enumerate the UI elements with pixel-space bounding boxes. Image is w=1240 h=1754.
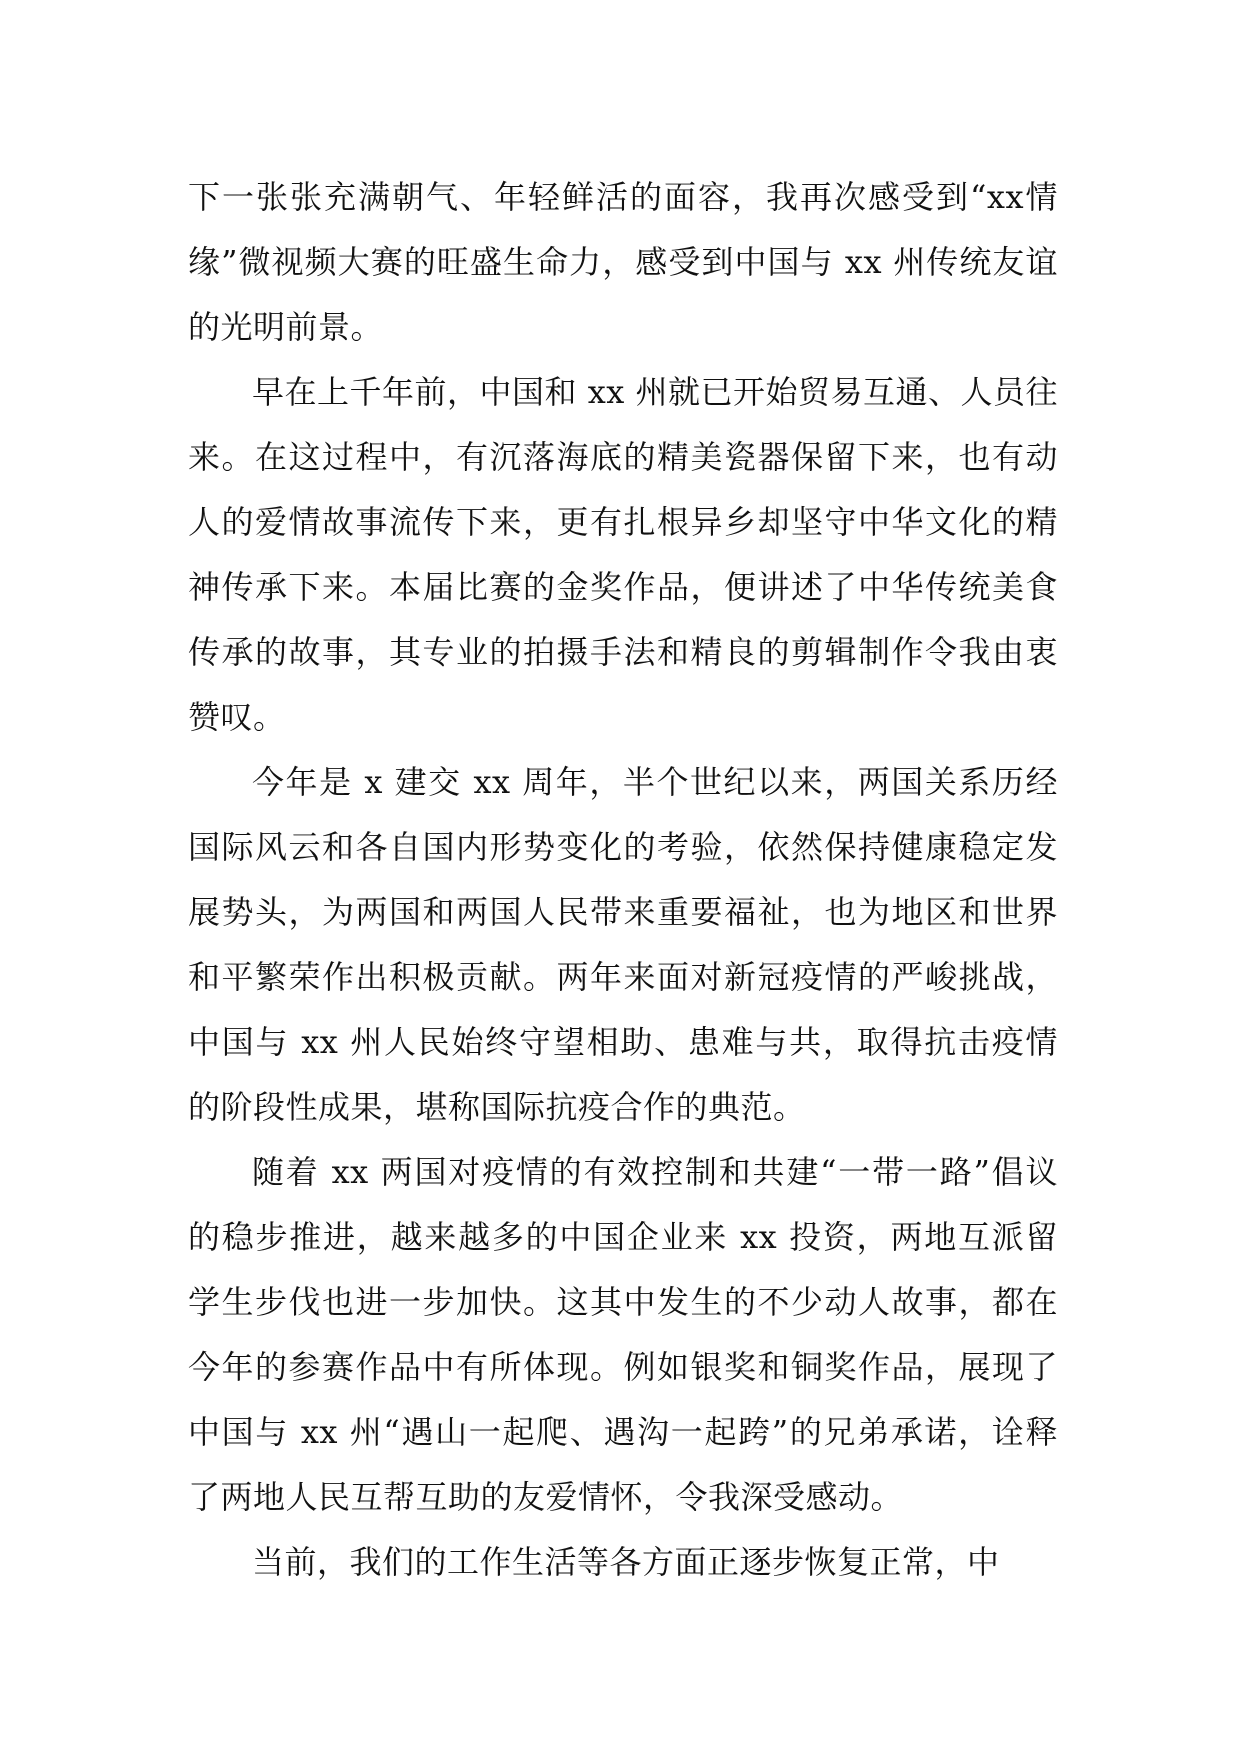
paragraph-1: 下一张张充满朝气、年轻鲜活的面容，我再次感受到“xx情缘”微视频大赛的旺盛生命力，感受到中国与 xx 州传统友谊的光明前景。 <box>188 178 1058 346</box>
paragraph-2: 早在上千年前，中国和 xx 州就已开始贸易互通、人员往来。在这过程中，有沉落海底的精美瓷器保留下来，也有动人的爱情故事流传下来，更有扎根异乡却坚守中华文化的精神传承下来。本届比赛的金奖作品，便讲述了中华传统美食传承的故事，其专业的拍摄手法和精良的剪辑制作令我由衷赞叹。 <box>188 373 1058 736</box>
paragraph-4: 随着 xx 两国对疫情的有效控制和共建“一带一路”倡议的稳步推进，越来越多的中国企业来 xx 投资，两地互派留学生步伐也进一步加快。这其中发生的不少动人故事，都在今年的参赛作品中有所体现。例如银奖和铜奖作品，展现了中国与 xx 州“遇山一起爬、遇沟一起跨”的兄弟承诺，诠释了两地人民互帮互助的友爱情怀，令我深受感动。 <box>188 1153 1058 1516</box>
paragraph-3: 今年是 x 建交 xx 周年，半个世纪以来，两国关系历经国际风云和各自国内形势变化的考验，依然保持健康稳定发展势头，为两国和两国人民带来重要福祉，也为地区和世界和平繁荣作出积极贡献。两年来面对新冠疫情的严峻挑战，中国与 xx 州人民始终守望相助、患难与共，取得抗击疫情的阶段性成果，堪称国际抗疫合作的典范。 <box>188 763 1058 1126</box>
paragraph-5: 当前，我们的工作生活等各方面正逐步恢复正常，中 <box>252 1543 1000 1581</box>
document-body <box>188 165 1058 1595</box>
